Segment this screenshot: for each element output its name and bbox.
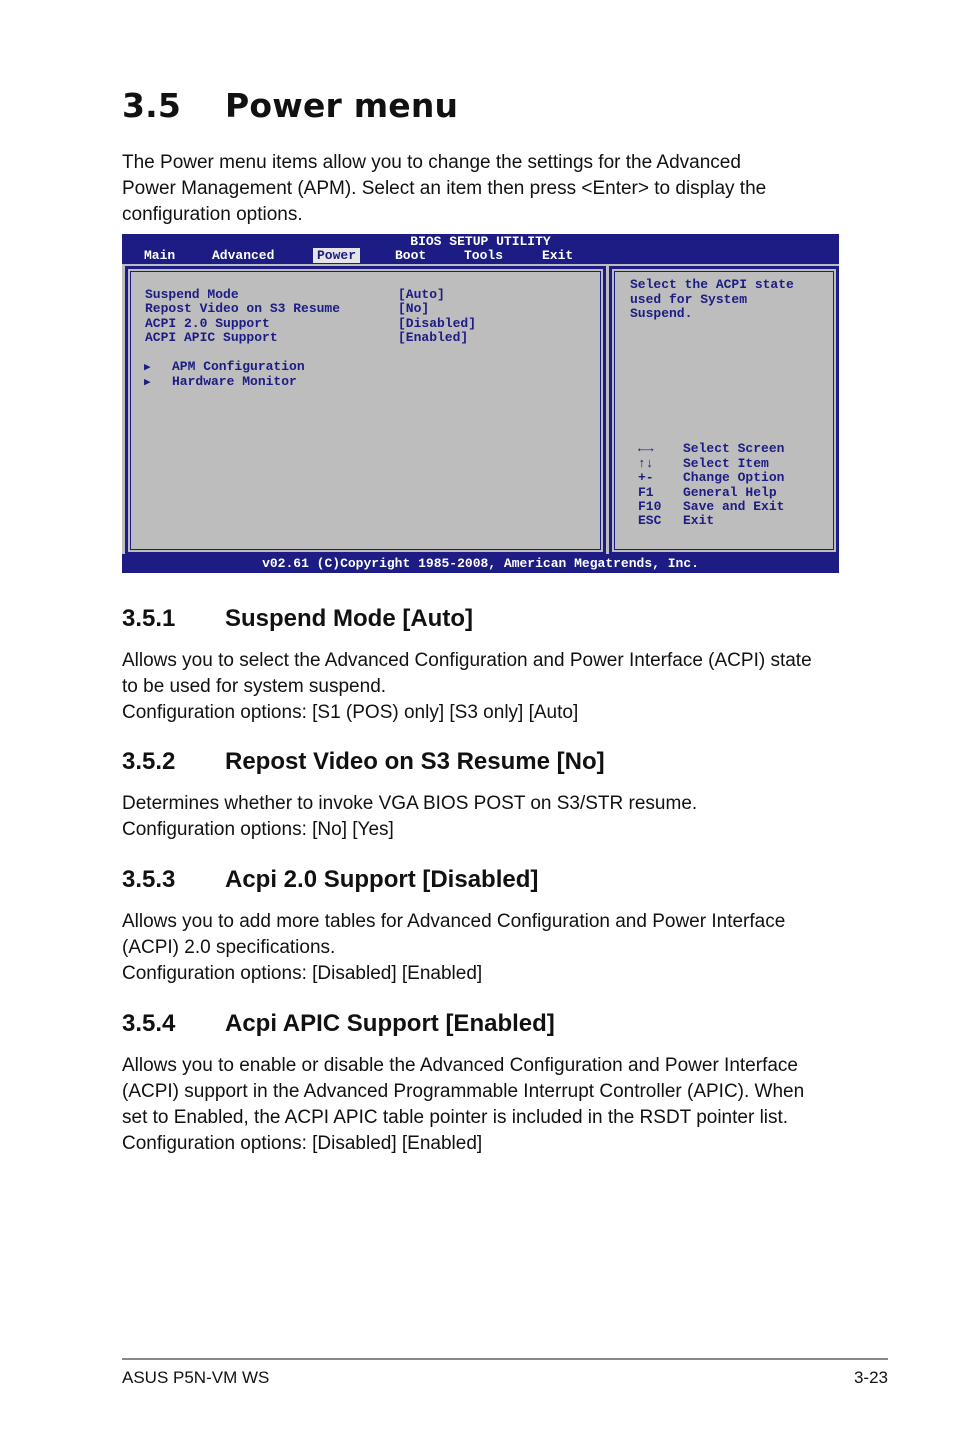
section-heading-suspend-mode [122, 605, 473, 633]
section-body-acpi-apic [122, 1053, 842, 1157]
setting-acpi-apic-support[interactable]: ACPI APIC Support [145, 330, 278, 345]
help-text-line: Suspend. [630, 306, 693, 321]
section-number: 3.5.2 [122, 748, 176, 775]
key-desc-select-screen: Select Screen [683, 441, 785, 456]
bios-copyright-bar: v02.61 (C)Copyright 1985-2008, American Megatrends, Inc. [122, 554, 839, 573]
intro-paragraph [122, 150, 842, 228]
body-line: to be used for system suspend. [122, 676, 387, 697]
body-line: (ACPI) 2.0 specifications. [122, 937, 336, 958]
intro-line: The Power menu items allow you to change the settings for the Advanced [122, 152, 741, 173]
section-title: Acpi 2.0 Support [Disabled] [225, 866, 539, 893]
tab-boot[interactable]: Boot [395, 248, 427, 263]
section-heading-repost-video [122, 748, 605, 776]
page-title-number: 3.5 [122, 86, 182, 125]
section-number: 3.5.1 [122, 605, 176, 632]
section-body-acpi-20 [122, 909, 842, 987]
key-desc-exit: Exit [683, 513, 715, 528]
section-title: Repost Video on S3 Resume [No] [225, 748, 605, 775]
tab-main[interactable]: Main [144, 248, 176, 263]
setting-repost-video-value[interactable]: [No] [398, 301, 430, 316]
tab-advanced[interactable]: Advanced [212, 248, 275, 263]
body-line: Determines whether to invoke VGA BIOS POST on S3/STR resume. [122, 793, 698, 814]
section-title: Acpi APIC Support [Enabled] [225, 1010, 555, 1037]
body-line: Allows you to enable or disable the Advanced Configuration and Power Interface [122, 1055, 798, 1076]
page-title [122, 86, 458, 125]
key-desc-change-option: Change Option [683, 470, 785, 485]
help-text-line: used for System [630, 292, 748, 307]
body-line: Configuration options: [No] [Yes] [122, 819, 394, 840]
tab-power[interactable]: Power [313, 248, 360, 263]
help-text-line: Select the ACPI state [630, 277, 794, 292]
bios-title: BIOS SETUP UTILITY [410, 234, 551, 249]
page-title-text: Power menu [225, 86, 459, 125]
key-f1: F1 [638, 485, 654, 500]
body-line: Configuration options: [Disabled] [Enabled] [122, 1133, 483, 1154]
submenu-apm-configuration[interactable]: APM Configuration [172, 359, 305, 374]
key-desc-save-and-exit: Save and Exit [683, 499, 785, 514]
body-line: set to Enabled, the ACPI APIC table pointer is included in the RSDT pointer list. [122, 1107, 789, 1128]
footer-product-name: ASUS P5N-VM WS [122, 1368, 270, 1387]
key-desc-select-item: Select Item [683, 456, 769, 471]
section-body-repost-video [122, 791, 842, 843]
section-number: 3.5.3 [122, 866, 176, 893]
footer-page-number: 3-23 [853, 1368, 888, 1387]
section-title: Suspend Mode [Auto] [225, 605, 473, 632]
section-heading-acpi-apic [122, 1010, 555, 1038]
body-line: (ACPI) support in the Advanced Programmable Interrupt Controller (APIC). When [122, 1081, 805, 1102]
submenu-arrow-icon: ▶ [144, 377, 151, 389]
left-right-arrows-icon: ←→ [638, 441, 654, 456]
key-desc-general-help: General Help [683, 485, 777, 500]
key-f10: F10 [638, 499, 662, 514]
intro-line: Power Management (APM). Select an item then press <Enter> to display the [122, 178, 767, 199]
setting-acpi-apic-support-value[interactable]: [Enabled] [398, 330, 469, 345]
intro-line: configuration options. [122, 204, 303, 225]
body-line: Configuration options: [S1 (POS) only] [S3 only] [Auto] [122, 702, 579, 723]
section-heading-acpi-20 [122, 866, 538, 894]
section-body-suspend-mode [122, 648, 842, 726]
key-esc: ESC [638, 513, 662, 528]
setting-suspend-mode-value[interactable]: [Auto] [398, 287, 445, 302]
section-number: 3.5.4 [122, 1010, 176, 1037]
submenu-hardware-monitor[interactable]: Hardware Monitor [172, 374, 297, 389]
key-plus-minus: +- [638, 470, 654, 485]
setting-acpi-20-support[interactable]: ACPI 2.0 Support [145, 316, 270, 331]
body-line: Allows you to add more tables for Advanced Configuration and Power Interface [122, 911, 786, 932]
body-line: Allows you to select the Advanced Configuration and Power Interface (ACPI) state [122, 650, 812, 671]
tab-exit[interactable]: Exit [542, 248, 574, 263]
footer-divider [122, 1358, 888, 1360]
setting-acpi-20-support-value[interactable]: [Disabled] [398, 316, 477, 331]
tab-tools[interactable]: Tools [464, 248, 504, 263]
bios-screenshot [122, 234, 839, 573]
body-line: Configuration options: [Disabled] [Enabled] [122, 963, 483, 984]
submenu-arrow-icon: ▶ [144, 362, 151, 374]
setting-suspend-mode[interactable]: Suspend Mode [145, 287, 239, 302]
up-down-arrows-icon: ↑↓ [638, 456, 654, 471]
setting-repost-video[interactable]: Repost Video on S3 Resume [145, 301, 341, 316]
